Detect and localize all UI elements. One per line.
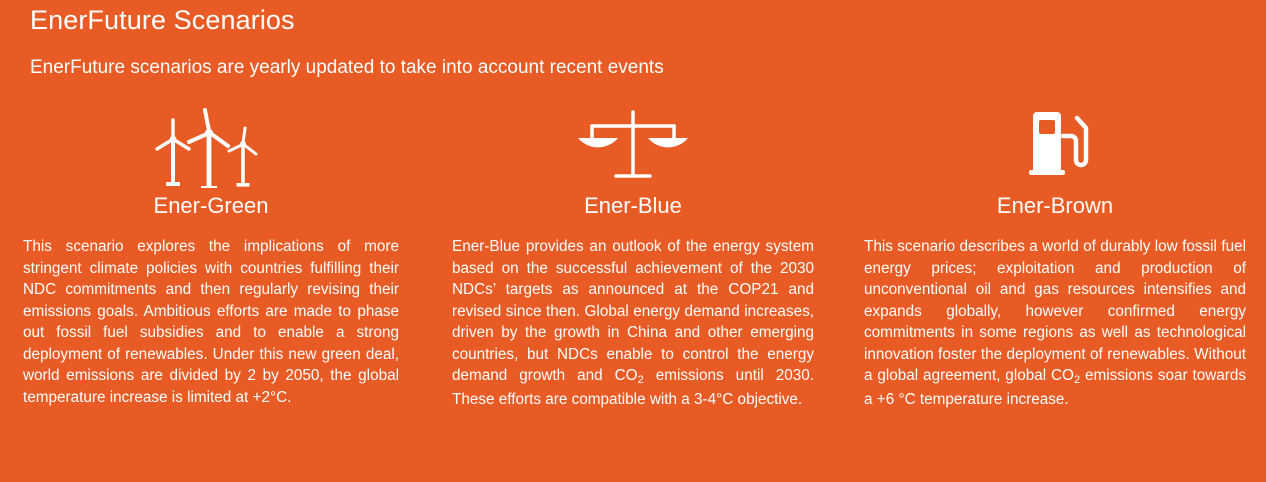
page-title: EnerFuture Scenarios xyxy=(30,5,295,35)
page-subtitle: EnerFuture scenarios are yearly updated to take into account recent events xyxy=(30,57,664,78)
scenario-body-text-1: This scenario explores the implications of more stringent climate policies with countries fulfilling their NDC commitments and then regularly revising their emissions goals. Ambitious efforts are made to phase out fossil fuel subsidies and to enable a strong deployment of renewables. Under this new green deal, world emissions are divided by 2 by 2050, the global xyxy=(23,238,399,385)
balance-scale-icon xyxy=(578,100,688,188)
scenario-columns xyxy=(0,100,1266,410)
scenario-column-ener-brown xyxy=(844,100,1266,410)
scenario-body-subscript: 2 xyxy=(637,374,644,387)
wind-turbines-icon xyxy=(151,100,271,188)
scenario-column-ener-blue xyxy=(422,100,844,410)
scenario-body-ener-brown xyxy=(864,236,1246,410)
scenario-title-ener-green: Ener-Green xyxy=(153,193,269,218)
fuel-pump-icon xyxy=(1015,100,1095,188)
scenario-body-subscript: 2 xyxy=(1073,374,1081,387)
scenario-body-text-1: This scenario describes a world of durably low fossil fuel energy prices; exploitation and production of unconventional oil and gas resources intensifies and expands globally, however confirmed energy commitments in some regions as well as technological innovation foster the deployment of renewables. Without a global agreement, global CO xyxy=(864,238,1246,385)
scenario-body-text-2: temperature increase is limited at +2°C. xyxy=(23,388,292,406)
scenario-body-text-3: increase. xyxy=(1006,390,1069,408)
scenario-body-ener-green xyxy=(23,236,399,408)
scenario-column-ener-green xyxy=(0,100,422,408)
scenario-title-ener-blue: Ener-Blue xyxy=(584,193,682,218)
scenario-body-text-2: emissions soar towards a +6 °C temperature xyxy=(864,367,1247,408)
scenario-body-text-2: emissions until 2030. These efforts are compatible with a 3-4°C objective. xyxy=(452,367,814,408)
scenario-body-ener-blue xyxy=(452,236,814,410)
scenario-body-text-1: Ener-Blue provides an outlook of the energy system based on the successful achievement of the 2030 NDCs’ targets as announced at the COP21 and revised since then. Global energy demand increases, driven by the growth in China and other emerging countries, but NDCs enable to control the energy demand growth and CO xyxy=(452,238,814,385)
scenario-title-ener-brown: Ener-Brown xyxy=(996,193,1114,218)
